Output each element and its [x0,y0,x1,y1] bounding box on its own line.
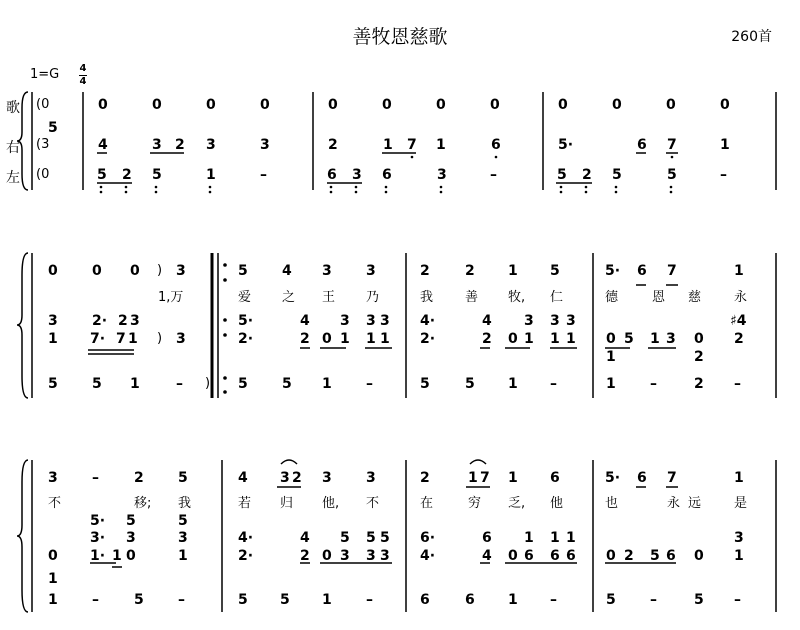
right-hand-note: 3 [366,548,376,564]
right-hand-note: 1 [112,548,122,564]
right-hand-note: 6 [491,137,501,153]
right-hand-note: 1 [606,349,616,365]
right-hand-note: 5· [238,313,254,329]
right-hand-note: 6 [550,548,560,564]
left-hand-note: 5 [152,167,162,183]
right-hand-paren: ) [157,331,163,346]
lyric: 远 [688,496,702,511]
left-hand-note: 5 [280,592,290,608]
left-hand-note: 5 [606,592,616,608]
melody-note: 1 [468,470,478,486]
right-hand-note: 3 [260,137,270,153]
voice-label-right: 右 [6,140,20,156]
melody-note: 6 [637,470,647,486]
melody-note: 0 [260,97,270,113]
left-hand-dash: – [260,167,267,183]
left-hand-note: 5 [694,592,704,608]
left-hand-note: 5 [238,592,248,608]
right-hand-note: 3 [340,548,350,564]
lyric: 在 [420,496,434,511]
lyric: 永 [667,496,681,511]
left-hand-note: 1 [206,167,216,183]
left-hand-note: 5 [667,167,677,183]
melody-note: 2 [465,263,475,279]
melody-note: 2 [134,470,144,486]
melody-note: 0 [720,97,730,113]
right-hand-note: 1 [340,331,350,347]
lyric: 之 [282,290,296,305]
right-hand-note: 5 [178,513,188,529]
right-hand-note: 1 [178,548,188,564]
melody-note: 7 [667,470,677,486]
right-hand-note: 0 [48,548,58,564]
right-hand-note: 6 [524,548,534,564]
left-hand-note: 1 [508,592,518,608]
left-hand-note: 3 [437,167,447,183]
left-hand-note: 1 [130,376,140,392]
melody-note: 5 [550,263,560,279]
right-hand-note: 0 [126,548,136,564]
lyric: 归 [280,496,294,511]
melody-note: 0 [612,97,622,113]
lyric: 他 [550,496,564,511]
right-hand-note: 7 [667,137,677,153]
melody-note: 4 [238,470,248,486]
right-hand-note: 0 [322,548,332,564]
right-hand-note: 3 [152,137,162,153]
melody-note: 0 [436,97,446,113]
lyric: 德 [605,290,619,305]
lyric: 乏, [508,496,526,511]
right-hand-note: 3 [566,313,576,329]
left-hand-dash: – [650,592,657,608]
melody-note: – [92,470,99,486]
right-hand-note: 4 [482,313,492,329]
melody-note: 3 [366,263,376,279]
left-hand-note: 2 [122,167,132,183]
left-hand-note: 2 [582,167,592,183]
right-hand-note: 1 [524,530,534,546]
right-hand-note: 3 [666,331,676,347]
voice-label-left: 左 [6,170,20,186]
right-hand-note: (3 [36,137,50,152]
left-hand-note: 2 [694,376,704,392]
right-hand-note: 3 [126,530,136,546]
right-hand-note: 2· [238,331,254,347]
right-hand-note: 6 [482,530,492,546]
left-hand-dash: – [366,592,373,608]
left-hand-dash: – [734,592,741,608]
lyric: 若 [238,496,252,511]
right-hand-note: 6· [420,530,436,546]
right-hand-note: 2 [118,313,128,329]
melody-note: 0 [328,97,338,113]
right-hand-note: ♯4 [730,313,747,329]
right-hand-note: 5 [650,548,660,564]
left-hand-note: 1 [48,571,58,587]
lyric: 王 [322,290,336,305]
right-hand-note: 7 [407,137,417,153]
melody-note: 4 [282,263,292,279]
right-hand-note: 5 [624,331,634,347]
left-hand-note: 5 [557,167,567,183]
left-hand-note: 5 [282,376,292,392]
right-hand-note: 5 [340,530,350,546]
right-hand-note: 3 [178,530,188,546]
hymn-number: 260首 [731,29,772,45]
right-hand-note: 5 [126,513,136,529]
right-hand-note: 1 [650,331,660,347]
key-signature: 1=G [30,67,60,82]
right-hand-note: 3 [206,137,216,153]
lyric: 善 [465,290,479,305]
right-hand-note: 3 [130,313,140,329]
right-hand-note: 1 [566,530,576,546]
melody-paren: ) [157,263,163,278]
melody-note: 0 [92,263,102,279]
left-hand-dash: – [720,167,727,183]
left-hand-dash: – [366,376,373,392]
right-hand-note: 7 [116,331,126,347]
right-hand-note: 1 [720,137,730,153]
right-hand-note: 4 [300,530,310,546]
left-hand-paren: ) [205,376,211,391]
lyric: 移; [134,496,152,511]
lyric: 是 [734,496,748,511]
right-hand-note: 3 [48,313,58,329]
left-hand-note: 5 [612,167,622,183]
left-hand-note: 6 [382,167,392,183]
right-hand-note: 1 [550,331,560,347]
right-hand-note: 1 [524,331,534,347]
melody-note: 0 [666,97,676,113]
melody-note: 3 [280,470,290,486]
right-hand-note: 3 [380,313,390,329]
left-hand-note: 5 [97,167,107,183]
right-hand-note: 1 [48,331,58,347]
melody-note: 2 [292,470,302,486]
lyric: 穷 [468,496,482,511]
right-hand-note: 1 [366,331,376,347]
melody-note: 0 [48,263,58,279]
lyric: 不 [366,496,380,511]
right-hand-note: 3 [734,530,744,546]
left-hand-dash: – [178,592,185,608]
lyric: 1,万 [158,290,184,305]
melody-note: 2 [420,470,430,486]
melody-note: 0 [152,97,162,113]
left-hand-note: 6 [465,592,475,608]
lyric: 永 [734,290,748,305]
right-hand-note: 2 [694,349,704,365]
right-hand-note: 0 [694,331,704,347]
melody-note: 3 [176,263,186,279]
melody-note: 2 [420,263,430,279]
melody-note: 1 [508,263,518,279]
right-hand-note: 6 [666,548,676,564]
right-hand-note: 1 [734,548,744,564]
right-hand-note: 1 [380,331,390,347]
left-hand-note: 5 [134,592,144,608]
right-hand-note: 5 [366,530,376,546]
left-hand-dash: – [550,592,557,608]
right-hand-note: 5 [48,120,58,136]
right-hand-note: 6 [566,548,576,564]
right-hand-note: 1 [566,331,576,347]
right-hand-note: 2· [420,331,436,347]
right-hand-note: 3 [550,313,560,329]
right-hand-note: 1 [550,530,560,546]
right-hand-note: 5 [380,530,390,546]
right-hand-note: 0 [508,548,518,564]
right-hand-note: 7· [90,331,106,347]
right-hand-note: 0 [606,548,616,564]
lyric: 他, [322,496,340,511]
melody-note: 5 [238,263,248,279]
time-signature-bottom: 4 [79,76,87,87]
melody-note: 0 [490,97,500,113]
melody-note: 0 [558,97,568,113]
melody-note: 7 [480,470,490,486]
left-hand-note: 1 [48,592,58,608]
melody-note: 1 [734,470,744,486]
right-hand-note: 2 [624,548,634,564]
left-hand-dash: – [92,592,99,608]
left-hand-note: 3 [352,167,362,183]
left-hand-dash: – [550,376,557,392]
right-hand-note: 0 [322,331,332,347]
melody-note: 0 [206,97,216,113]
melody-note: 5· [605,263,621,279]
right-hand-note: 1 [128,331,138,347]
left-hand-note: 1 [508,376,518,392]
right-hand-note: 4 [98,137,108,153]
right-hand-note: 2 [482,331,492,347]
right-hand-note: 4 [482,548,492,564]
melody-note: 7 [667,263,677,279]
right-hand-note: 2 [300,331,310,347]
left-hand-note: 5 [465,376,475,392]
melody-note: 1 [734,263,744,279]
lyric: 爱 [238,290,252,305]
lyric: 慈 [688,290,702,305]
melody-note: 5· [605,470,621,486]
right-hand-note: 6 [637,137,647,153]
melody-note: 0 [98,97,108,113]
right-hand-note: 2 [328,137,338,153]
right-hand-note: 3 [176,331,186,347]
right-hand-note: 0 [694,548,704,564]
right-hand-note: 5· [90,513,106,529]
melody-note: 3 [322,470,332,486]
melody-note: (0 [36,97,50,112]
right-hand-note: 3 [524,313,534,329]
right-hand-note: 3 [366,313,376,329]
melody-note: 0 [382,97,392,113]
left-hand-dash: – [734,376,741,392]
melody-note: 5 [178,470,188,486]
lyric: 恩 [652,290,666,305]
lyric: 我 [178,496,192,511]
right-hand-note: 4 [300,313,310,329]
right-hand-note: 3 [380,548,390,564]
voice-label-melody: 歌 [6,100,20,116]
right-hand-note: 3· [90,530,106,546]
left-hand-note: 1 [322,592,332,608]
lyric: 仁 [550,290,564,305]
left-hand-note: 5 [238,376,248,392]
melody-note: 3 [322,263,332,279]
right-hand-note: 2 [734,331,744,347]
right-hand-note: 5· [558,137,574,153]
melody-note: 6 [550,470,560,486]
right-hand-note: 2· [238,548,254,564]
right-hand-note: 4· [238,530,254,546]
lyric: 牧, [508,290,526,305]
hymn-title: 善牧恩慈歌 [352,26,448,48]
right-hand-note: 1· [90,548,106,564]
time-signature-top: 4 [79,63,87,74]
right-hand-note: 1 [436,137,446,153]
melody-note: 0 [130,263,140,279]
right-hand-note: 1 [383,137,393,153]
left-hand-note: 1 [606,376,616,392]
left-hand-note: 6 [420,592,430,608]
left-hand-note: 6 [327,167,337,183]
right-hand-note: 4· [420,548,436,564]
melody-note: 1 [508,470,518,486]
lyric: 不 [48,496,62,511]
left-hand-dash: – [176,376,183,392]
melody-note: 3 [366,470,376,486]
lyric: 也 [605,496,619,511]
right-hand-note: 0 [606,331,616,347]
right-hand-note: 2· [92,313,108,329]
left-hand-note: (0 [36,167,50,182]
left-hand-note: 5 [48,376,58,392]
right-hand-note: 0 [508,331,518,347]
lyric: 我 [420,290,434,305]
melody-note: 3 [48,470,58,486]
melody-note: 6 [637,263,647,279]
right-hand-note: 2 [300,548,310,564]
left-hand-dash: – [650,376,657,392]
left-hand-note: 5 [420,376,430,392]
right-hand-note: 2 [175,137,185,153]
left-hand-note: 1 [322,376,332,392]
right-hand-note: 4· [420,313,436,329]
right-hand-note: 3 [340,313,350,329]
left-hand-dash: – [490,167,497,183]
lyric: 乃 [366,290,380,305]
left-hand-note: 5 [92,376,102,392]
